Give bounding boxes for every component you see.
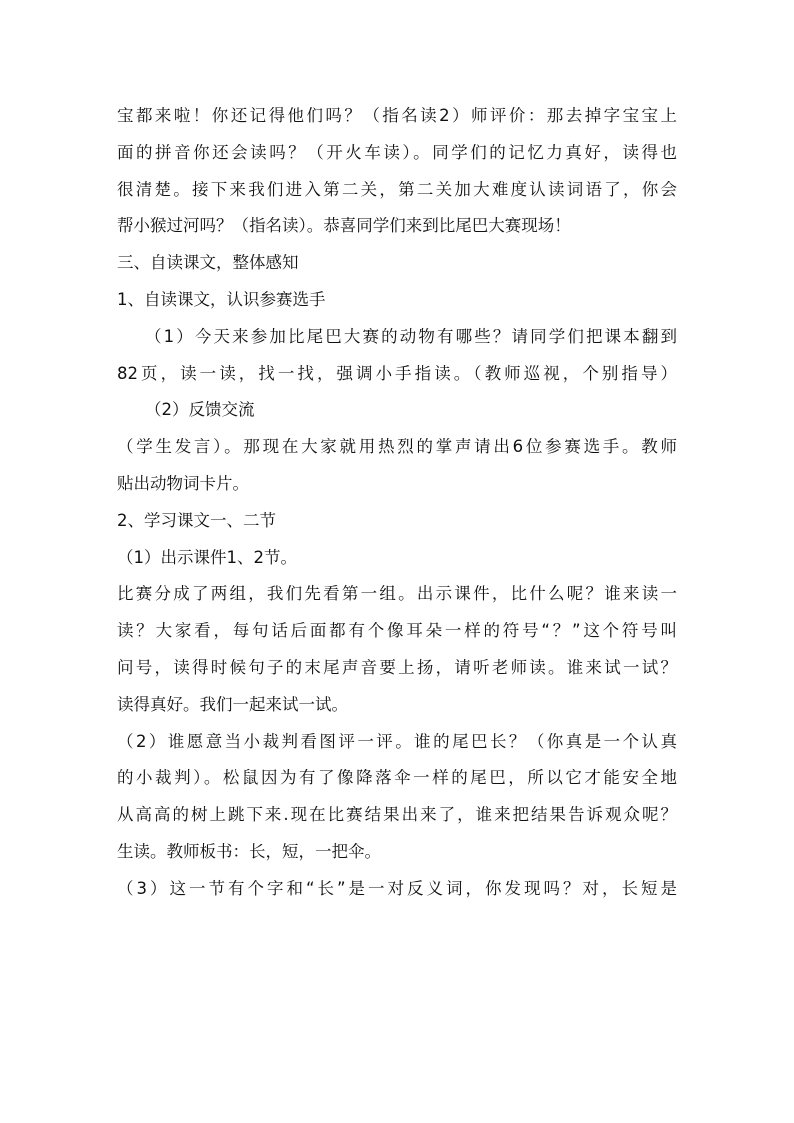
- text-line: [117, 466, 677, 503]
- text-line: [117, 98, 677, 135]
- paragraph-text: 宝都来啦！你还记得他们吗？（指名读2）师评价：那去掉字宝宝上: [117, 106, 677, 125]
- paragraph-text: 贴出动物词卡片。: [117, 473, 249, 493]
- paragraph-text: 82页，读一读，找一找，强调小手指读。（教师巡视，个别指导）: [117, 363, 677, 383]
- paragraph-text: （3）这一节有个字和“长”是一对反义词，你发现吗？对，长短是: [117, 878, 677, 898]
- paragraph-text: 的小裁判）。松鼠因为有了像降落伞一样的尾巴，所以它才能安全地: [117, 768, 677, 788]
- text-line: [117, 135, 677, 172]
- paragraph-text: （2）谁愿意当小裁判看图评一评。谁的尾巴长？（你真是一个认真: [117, 731, 677, 751]
- section-heading: 三、自读课文，整体感知: [117, 253, 299, 273]
- text-line: [117, 576, 677, 613]
- text-line: [117, 613, 677, 650]
- paragraph-text: （1）出示课件1、2节。: [117, 547, 297, 567]
- text-line: [117, 797, 677, 834]
- document-body: [117, 98, 677, 908]
- subsection-heading: 2、学习课文一、二节: [117, 510, 276, 530]
- paragraph-text: （1）今天来参加比尾巴大赛的动物有哪些？请同学们把课本翻到: [145, 326, 677, 346]
- text-line: [117, 760, 677, 797]
- paragraph-text: 面的拼音你还会读吗？（开火车读）。同学们的记忆力真好，读得也: [117, 142, 677, 162]
- paragraph-text: 读？大家看，每句话后面都有个像耳朵一样的符号“？”这个符号叫: [117, 621, 677, 641]
- paragraph-text: 问号，读得时候句子的末尾声音要上扬，请听老师读。谁来试一试？: [117, 657, 677, 677]
- text-line: [117, 871, 677, 908]
- text-line: [117, 724, 677, 761]
- paragraph-text: 读得真好。我们一起来试一试。: [117, 694, 348, 714]
- text-line: [117, 282, 677, 319]
- subsection-heading: 1、自读课文，认识参赛选手: [117, 289, 326, 309]
- paragraph-text: 从高高的树上跳下来.现在比赛结果出来了，谁来把结果告诉观众呢？: [117, 805, 677, 825]
- text-line: [117, 687, 677, 724]
- paragraph-text: （2）反馈交流: [145, 400, 255, 420]
- paragraph-text: 生读。教师板书：长，短，一把伞。: [117, 841, 381, 861]
- paragraph-text: （学生发言）。那现在大家就用热烈的掌声请出6位参赛选手。教师: [117, 437, 677, 457]
- text-line: [117, 392, 677, 429]
- text-line: [117, 503, 677, 540]
- text-line: [117, 208, 677, 245]
- text-line: [117, 319, 677, 356]
- text-line: [117, 540, 677, 577]
- paragraph-text: 很清楚。接下来我们进入第二关，第二关加大难度认读词语了，你会: [117, 179, 677, 199]
- text-line: [117, 834, 677, 871]
- paragraph-text: 帮小猴过河吗？（指名读）。恭喜同学们来到比尾巴大赛现场！: [117, 216, 571, 236]
- text-line: [117, 245, 677, 282]
- text-line: [117, 356, 677, 393]
- text-line: [117, 650, 677, 687]
- text-line: [117, 172, 677, 209]
- paragraph-text: 比赛分成了两组，我们先看第一组。出示课件，比什么呢？谁来读一: [117, 584, 677, 604]
- text-line: [117, 429, 677, 466]
